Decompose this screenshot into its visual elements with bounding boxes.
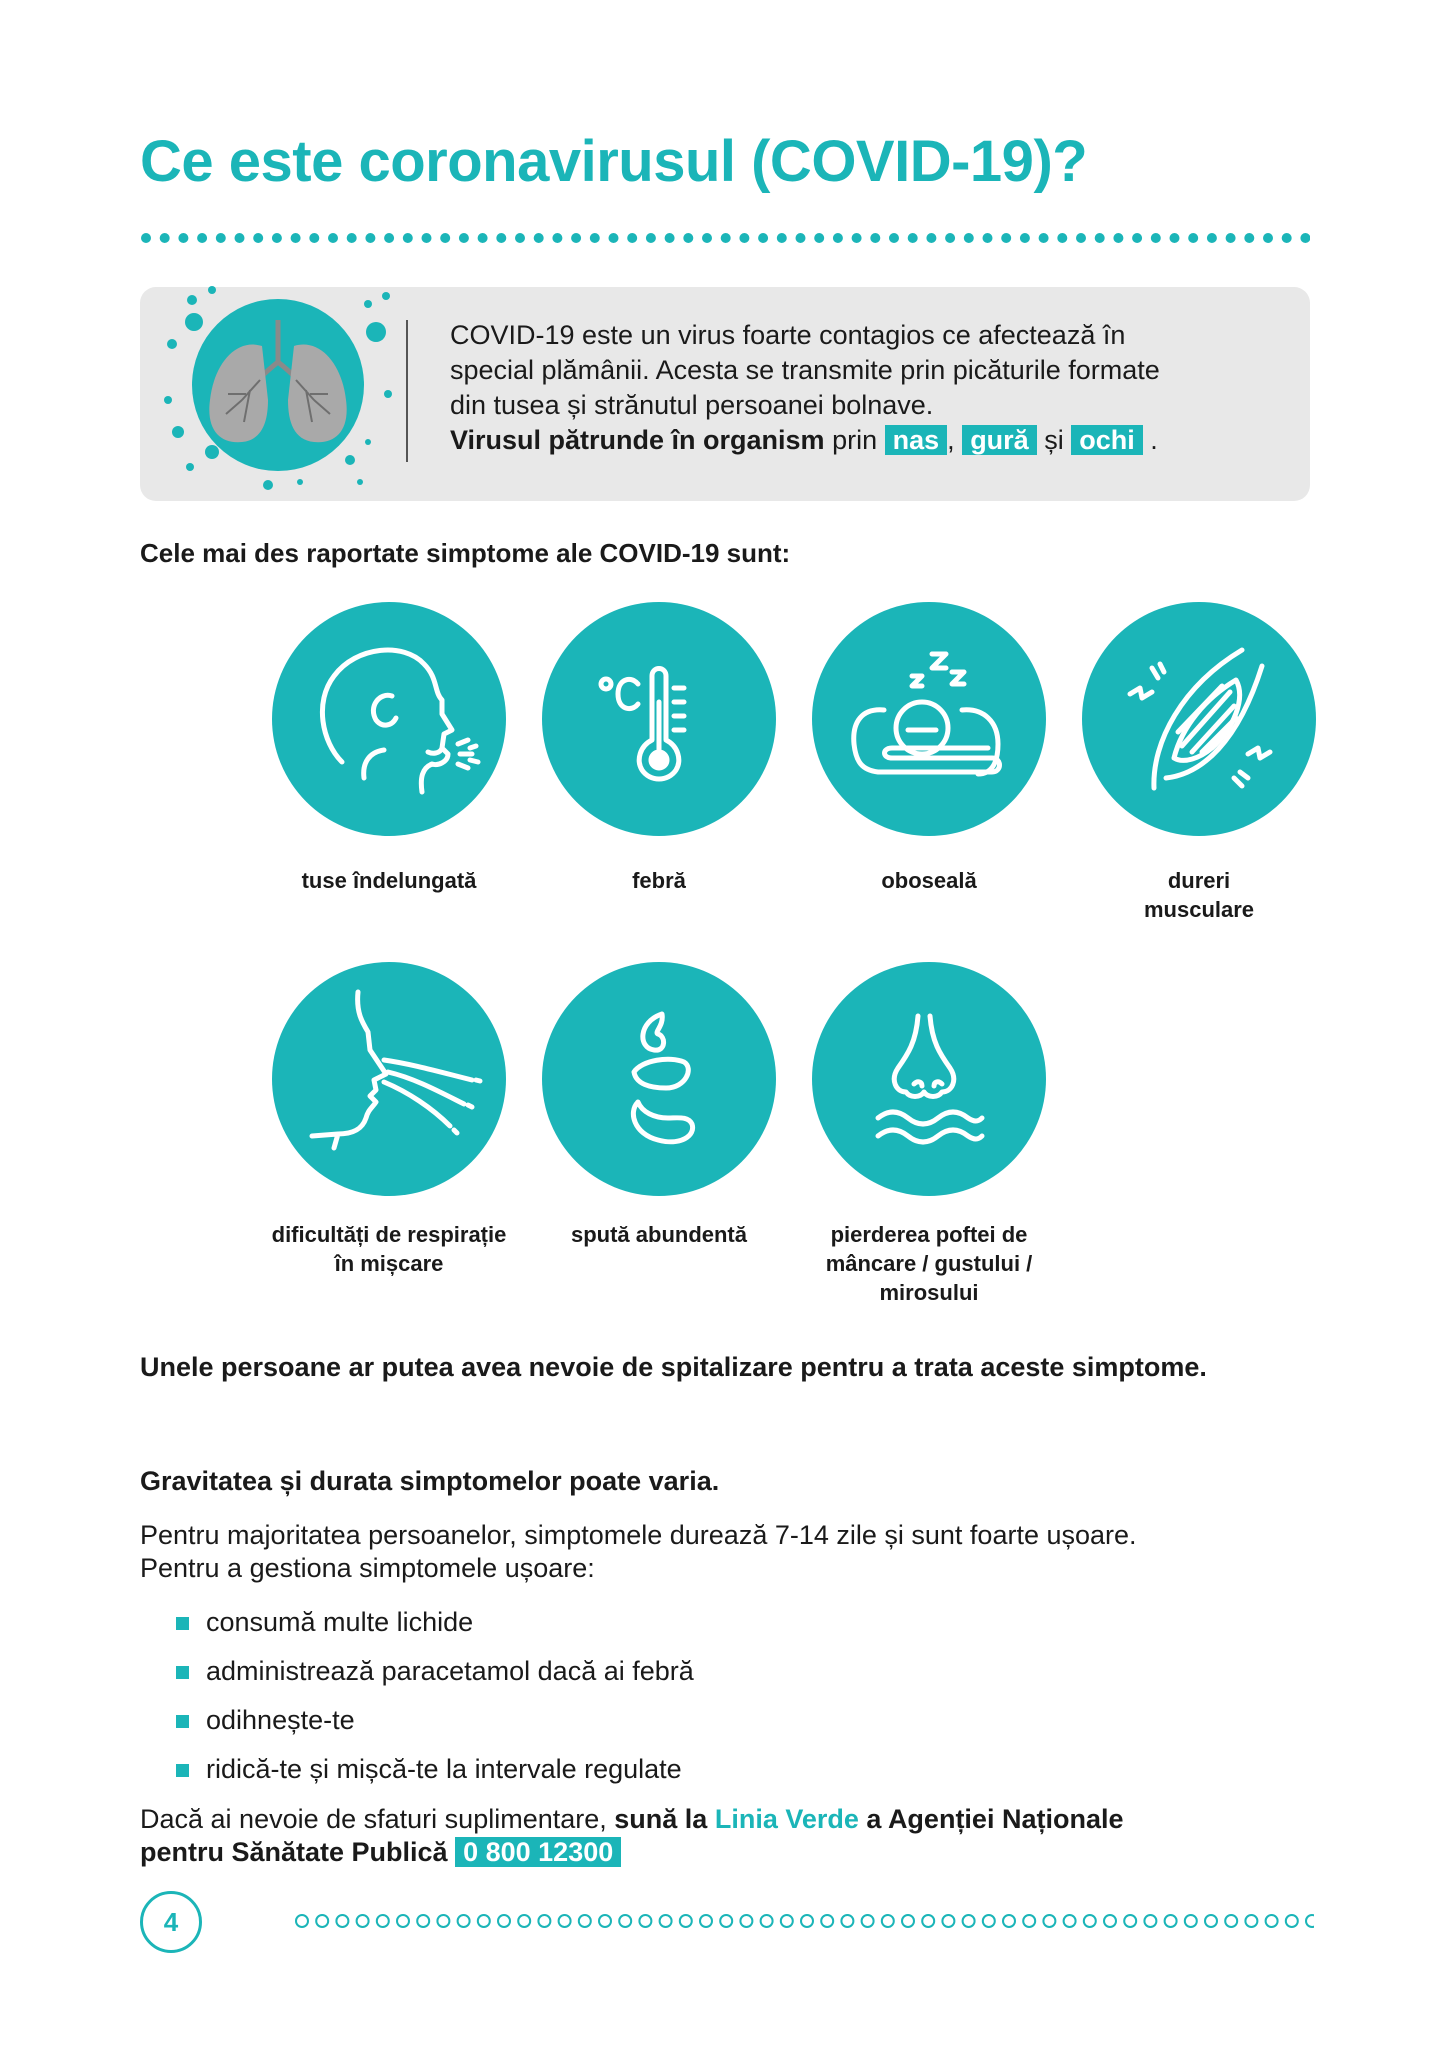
square-bullet-icon <box>176 1666 189 1679</box>
info-si: și <box>1044 425 1064 455</box>
advice-line-1: Dacă ai nevoie de sfaturi suplimentare, sună la Linia Verde a Agenției Naționale <box>140 1804 1124 1834</box>
info-divider <box>406 320 408 462</box>
dotted-divider-top <box>140 228 1310 248</box>
sputum-icon <box>542 962 776 1196</box>
symptom-smell-circle <box>812 962 1046 1196</box>
square-bullet-icon <box>176 1715 189 1728</box>
symptom-breathing-circle <box>272 962 506 1196</box>
page-title: Ce este coronavirusul (COVID-19)? <box>140 129 1088 194</box>
symptom-label-fever: febră <box>632 868 686 893</box>
sleeping-person-icon <box>812 602 1046 836</box>
highlight-nas: nas <box>885 425 948 455</box>
coughing-head-icon <box>272 602 506 836</box>
majority-text <box>140 1519 1320 1585</box>
info-prin: prin <box>832 425 878 455</box>
info-comma: , <box>947 425 955 455</box>
symptom-muscle-circle <box>1082 602 1316 836</box>
phone-number[interactable]: 0 800 12300 <box>455 1837 621 1867</box>
symptom-label-muscle: dureri musculare <box>1143 868 1255 922</box>
advice-line-2: pentru Sănătate Publică 0 800 12300 <box>140 1836 1320 1869</box>
info-line-3: din tusea și strănutul persoanei bolnave. <box>450 390 934 420</box>
square-bullet-icon <box>176 1617 189 1630</box>
symptom-fatigue-circle <box>812 602 1046 836</box>
symptoms-heading: Cele mai des raportate simptome ale COVID-19 sunt: <box>140 538 791 568</box>
majority-line: Pentru majoritatea persoanelor, simptomele durează 7-14 zile și sunt foarte ușoare. <box>140 1520 1137 1550</box>
manage-line: Pentru a gestiona simptomele ușoare: <box>140 1553 595 1583</box>
info-bold-part: Virusul pătrunde în organism <box>450 425 825 455</box>
list-item: odihnește-te <box>176 1704 694 1753</box>
advice-text <box>140 1803 1320 1869</box>
tips-list <box>176 1606 694 1802</box>
dotted-divider-bottom <box>294 1911 1314 1931</box>
info-line-1: COVID-19 este un virus foarte contagios ce afectează în <box>450 320 1126 350</box>
info-period: . <box>1150 425 1158 455</box>
list-item: administrează paracetamol dacă ai febră <box>176 1655 694 1704</box>
list-item: consumă multe lichide <box>176 1606 694 1655</box>
severity-heading: Gravitatea și durata simptomelor poate varia. <box>140 1466 720 1496</box>
symptom-label-fatigue: oboseală <box>881 868 977 893</box>
symptom-cough-circle <box>272 602 506 836</box>
info-line-2: special plămânii. Acesta se transmite prin picăturile formate <box>450 355 1160 385</box>
highlight-ochi: ochi <box>1071 425 1143 455</box>
muscle-pain-icon <box>1082 602 1316 836</box>
symptom-label-cough: tuse îndelungată <box>301 868 477 893</box>
symptom-fever-circle <box>542 602 776 836</box>
page-number: 4 <box>140 1891 202 1953</box>
breathing-face-icon <box>272 962 506 1196</box>
thermometer-icon <box>542 602 776 836</box>
list-item: ridică-te și mișcă-te la intervale regulate <box>176 1753 694 1802</box>
info-line-4 <box>450 423 1290 458</box>
linia-verde-link[interactable]: Linia Verde <box>714 1804 859 1834</box>
nose-smell-icon <box>812 962 1046 1196</box>
highlight-gura: gură <box>962 425 1037 455</box>
hospital-note: Unele persoane ar putea avea nevoie de spitalizare pentru a trata aceste simptome. <box>140 1352 1207 1382</box>
symptom-label-sputum: spută abundentă <box>570 1222 747 1247</box>
symptom-label-breathing: dificultăți de respirație în mișcare <box>271 1222 507 1276</box>
symptom-label-smell: pierderea poftei de mâncare / gustului / mirosului <box>825 1222 1033 1305</box>
lungs-virus-icon <box>150 282 410 492</box>
symptom-sputum-circle <box>542 962 776 1196</box>
info-text <box>450 318 1290 458</box>
square-bullet-icon <box>176 1764 189 1777</box>
